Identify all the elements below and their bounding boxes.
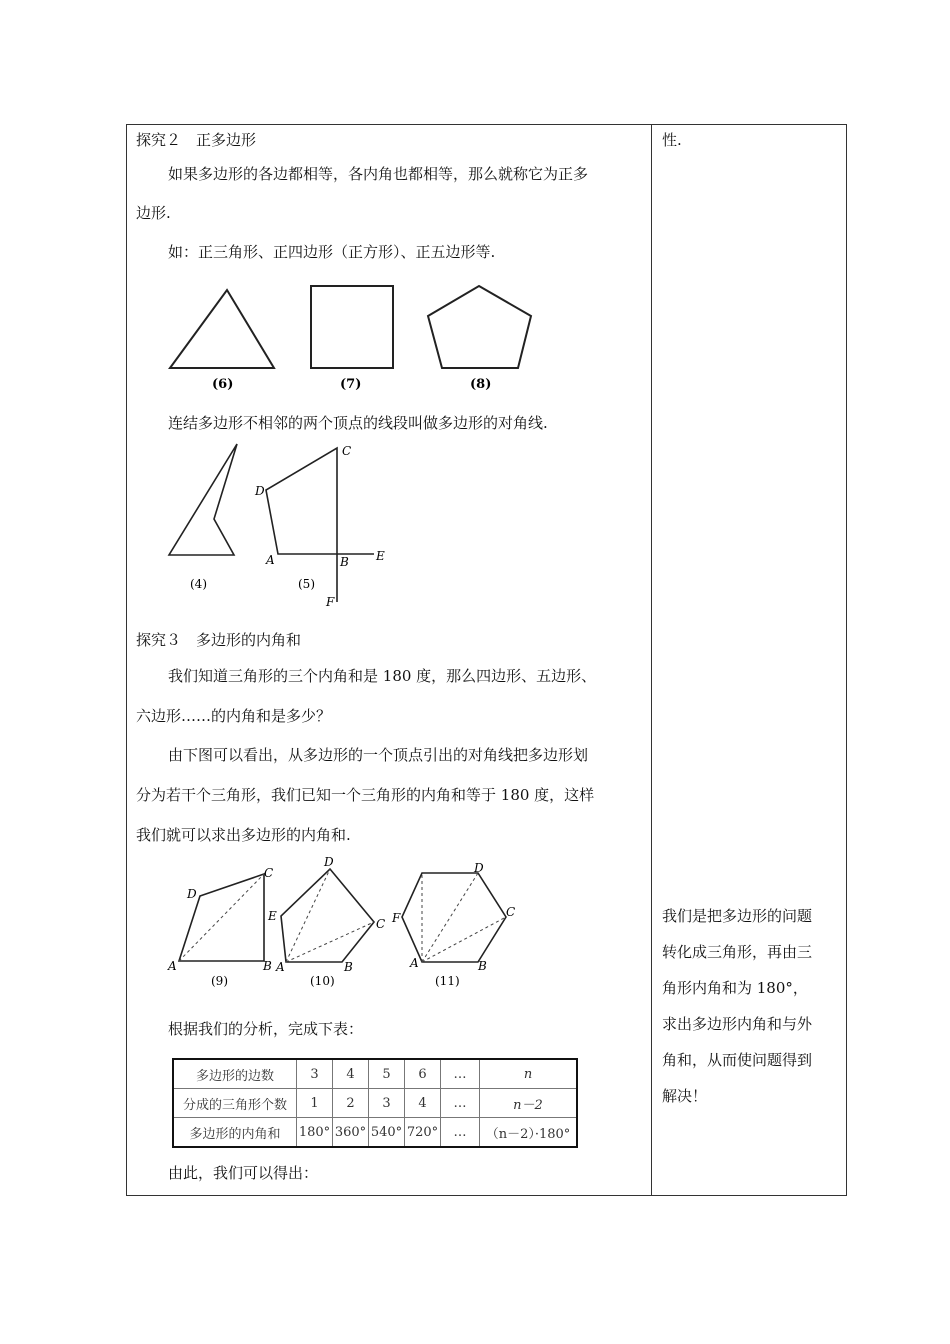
- table-cell: 540°: [369, 1118, 405, 1148]
- fig10-point-e: E: [268, 909, 277, 923]
- side-note: [662, 906, 842, 1122]
- triangle-shape: [170, 290, 274, 368]
- table-cell: 4: [333, 1059, 369, 1089]
- table-cell: n: [480, 1059, 578, 1089]
- point-a: A: [266, 553, 275, 567]
- p2-line3: 我们就可以求出多边形的内角和.: [136, 826, 351, 844]
- fig11-point-d: D: [474, 861, 484, 875]
- table-cell: …: [441, 1059, 480, 1089]
- fig8-label: (8): [470, 377, 492, 392]
- fig11-point-a: A: [410, 956, 419, 970]
- side-note-line: 转化成三角形，再由三: [662, 943, 813, 961]
- fig7-label: (7): [340, 377, 362, 392]
- fig9-label: (9): [211, 974, 228, 988]
- fig9-point-a: A: [168, 959, 177, 973]
- fig10-diagonal-2: [286, 869, 330, 962]
- p1-line2: 六边形……的内角和是多少？: [136, 707, 332, 725]
- fig10-point-c: C: [376, 917, 386, 931]
- side-top-text: 性.: [662, 131, 682, 149]
- table-cell: 4: [405, 1089, 441, 1118]
- fig10-point-d: D: [324, 855, 334, 869]
- definition-line1: 如果多边形的各边都相等，各内角也都相等，那么就称它为正多: [168, 165, 589, 183]
- table-cell: 6: [405, 1059, 441, 1089]
- table-cell: 360°: [333, 1118, 369, 1148]
- definition-line2: 边形.: [136, 204, 171, 222]
- side-note-line: 角和，从而使问题得到: [662, 1051, 813, 1069]
- p2-line2: 分为若干个三角形，我们已知一个三角形的内角和等于 180 度，这样: [136, 786, 595, 804]
- table-cell: 多边形的内角和: [173, 1118, 297, 1148]
- fig6-label: (6): [212, 377, 234, 392]
- point-e: E: [376, 549, 385, 563]
- side-note-line: 我们是把多边形的问题: [662, 907, 813, 925]
- table-cell: …: [441, 1118, 480, 1148]
- diagonal-definition: 连结多边形不相邻的两个顶点的线段叫做多边形的对角线.: [168, 414, 548, 432]
- p2-line1: 由下图可以看出，从多边形的一个顶点引出的对角线把多边形划: [168, 746, 589, 764]
- table-intro: 根据我们的分析，完成下表：: [168, 1020, 364, 1038]
- fig4-shape: [169, 444, 237, 555]
- fig9-point-c: C: [264, 866, 274, 880]
- fig11-diagonal-1: [422, 873, 478, 962]
- point-d: D: [255, 484, 265, 498]
- conclusion-text: 由此，我们可以得出：: [168, 1164, 319, 1182]
- table-row: [173, 1089, 577, 1118]
- point-b: B: [340, 555, 349, 569]
- table-row: [173, 1059, 577, 1089]
- regular-polygons-figure: [160, 280, 550, 400]
- side-note-line: 解决！: [662, 1087, 708, 1105]
- non-convex-figures: [160, 440, 400, 612]
- table-cell: 180°: [297, 1118, 333, 1148]
- fig9-point-d: D: [187, 887, 197, 901]
- fig5-label: (5): [298, 577, 315, 591]
- table-cell: 3: [369, 1089, 405, 1118]
- fig11-point-f: F: [392, 911, 401, 925]
- fig11-diagonal-2: [422, 917, 506, 962]
- side-note-line: 角形内角和为 180°，: [662, 979, 808, 997]
- table-cell: 分成的三角形个数: [173, 1089, 297, 1118]
- fig11-hexagon: [402, 873, 506, 962]
- pentagon-shape: [428, 286, 531, 368]
- table-cell: 2: [333, 1089, 369, 1118]
- column-divider: [651, 124, 652, 1196]
- side-note-line: 求出多边形内角和与外: [662, 1015, 813, 1033]
- square-shape: [311, 286, 393, 368]
- table-cell: 3: [297, 1059, 333, 1089]
- table-cell: 720°: [405, 1118, 441, 1148]
- table-cell: …: [441, 1089, 480, 1118]
- examples-text: 如：正三角形、正四边形（正方形）、正五边形等.: [168, 243, 496, 261]
- section3-heading: 探究３ 多边形的内角和: [136, 631, 302, 649]
- point-f: F: [326, 595, 335, 609]
- fig4-label: (4): [190, 577, 207, 591]
- fig10-pentagon: [281, 869, 374, 962]
- fig10-label: (10): [310, 974, 335, 988]
- interior-angle-table: [172, 1058, 578, 1148]
- point-c: C: [342, 444, 352, 458]
- fig11-point-c: C: [506, 905, 516, 919]
- table-cell: n－2: [480, 1089, 578, 1118]
- fig5-shape: [266, 448, 337, 554]
- table-cell: 5: [369, 1059, 405, 1089]
- fig9-point-b: B: [263, 959, 272, 973]
- table-row: [173, 1118, 577, 1148]
- fig11-label: (11): [435, 974, 460, 988]
- fig10-point-a: A: [276, 960, 285, 974]
- fig11-point-b: B: [478, 959, 487, 973]
- polygon-triangulation-figures: [160, 850, 530, 995]
- fig10-point-b: B: [344, 960, 353, 974]
- p1-line1: 我们知道三角形的三个内角和是 180 度，那么四边形、五边形、: [168, 667, 597, 685]
- section2-heading: 探究２ 正多边形: [136, 131, 257, 149]
- table-cell: 多边形的边数: [173, 1059, 297, 1089]
- fig10-diagonal-1: [286, 922, 374, 962]
- table-cell: （n－2）·180°: [480, 1118, 578, 1148]
- table-cell: 1: [297, 1089, 333, 1118]
